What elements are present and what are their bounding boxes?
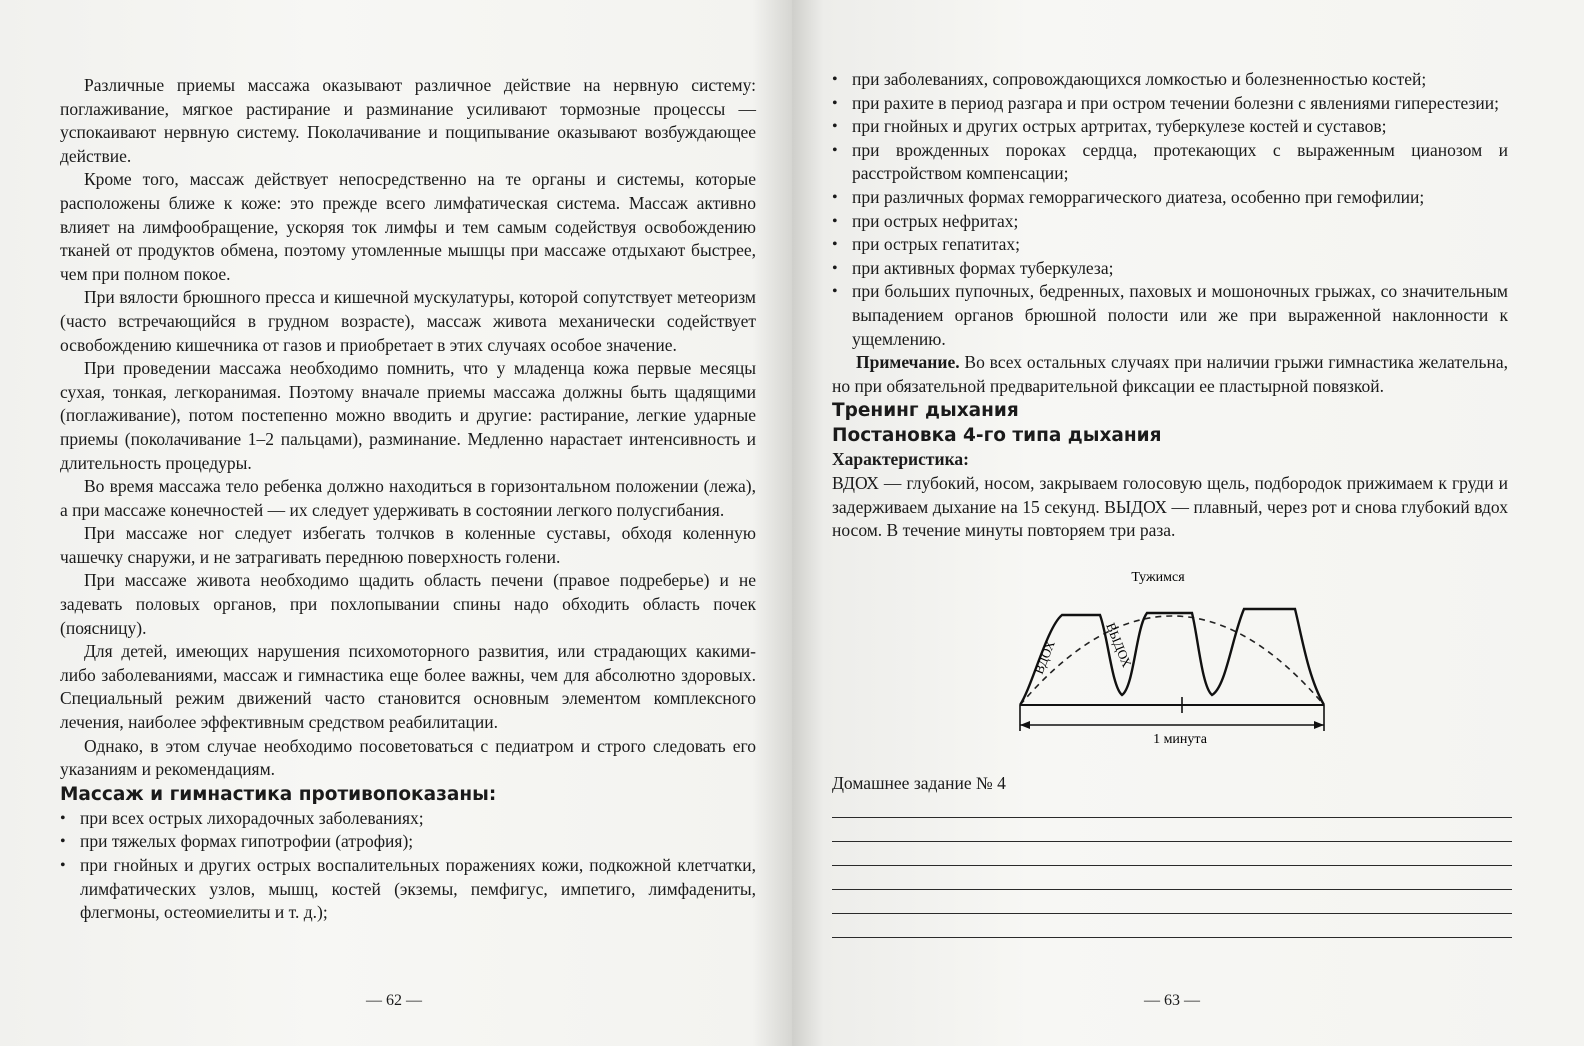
paragraph: Различные приемы массажа оказывают различное действие на нервную систему: поглаживание, мягкое растирание и разминание усиливают тормозные процессы — успокаивают нервную систему. Поколачивание и пощипывание оказывают возбуждающее действие.: [60, 75, 756, 166]
list-item: • при гнойных и других острых артритах, туберкулезе костей и суставов;: [832, 115, 1508, 139]
bullet-icon: •: [832, 236, 838, 254]
contraindications-list-right: [832, 68, 1508, 351]
bullet-icon: •: [832, 71, 838, 88]
bullet-icon: •: [832, 188, 838, 206]
list-item: • при острых нефритах;: [832, 210, 1508, 234]
contraindications-heading: Массаж и гимнастика противопоказаны:: [60, 783, 497, 805]
note-paragraph: [832, 351, 1508, 398]
writing-line[interactable]: [832, 866, 1512, 890]
breathing-waveform: [1020, 609, 1324, 705]
list-item: • при различных формах геморрагического диатеза, особенно при гемофилии;: [832, 186, 1508, 210]
effort-arc: [1020, 616, 1324, 705]
writing-line[interactable]: [832, 890, 1512, 914]
contraindications-list-left: [60, 807, 756, 925]
label-exhale: ВЫДОХ: [1103, 620, 1135, 670]
list-item: • при больших пупочных, бедренных, паховых и мошоночных грыжах, со значительным выпадением органов брюшной полости или же при выраженной наклонности к ущемлению.: [832, 281, 1508, 349]
note-label: Примечание.: [856, 352, 960, 373]
characteristic-text: ВДОХ — глубокий, носом, закрываем голосовую щель, подбородок прижимаем к груди и задерживаем дыхание на 15 секунд. ВЫДОХ — плавный, через рот и снова глубокий вдох носом. В течение минуты повторяем три раза.: [832, 472, 1508, 541]
left-page-text: [60, 74, 756, 925]
writing-line[interactable]: [832, 818, 1512, 842]
section-subtitle: Постановка 4-го типа дыхания: [832, 425, 1162, 447]
characteristic-label: Характеристика:: [832, 449, 969, 470]
list-item: • при заболеваниях, сопровождающихся ломкостью и болезненностью костей;: [832, 68, 1508, 92]
label-top: Тужимся: [1131, 569, 1185, 585]
breathing-diagram-svg: [1012, 567, 1352, 747]
paragraph: При проведении массажа необходимо помнить, что у младенца кожа первые месяцы сухая, тонкая, легкоранимая. Поэтому вначале приемы массажа должны быть щадящими (поглаживание), потом постепенно можно вводить и другие: растирание, легкие ударные приемы (поколачивание 1–2 пальцами), разминание. Медленно нарастает интенсивность и длительность процедуры.: [60, 358, 756, 473]
right-page-text: [832, 68, 1508, 938]
label-inhale: ВДОХ: [1030, 637, 1058, 676]
paragraph: Кроме того, массаж действует непосредственно на те органы и системы, которые расположены ближе к коже: это прежде всего лимфатическая система. Массаж активно влияет на лимфообращение, ускоряя ток лимфы и тем самым содействуя освобождению тканей от продуктов обмена, поэтому утомленные мышцы при массаже отдыхают быстрее, чем при полном покое.: [60, 169, 756, 284]
right-page: [792, 0, 1584, 1046]
paragraph: При вялости брюшного пресса и кишечной мускулатуры, которой сопутствует метеоризм (часто встречающийся в грудном возрасте), массаж живота механически содействует освобождению кишечника от газов и приобретает в этих случаях особое значение.: [60, 287, 756, 355]
list-item: • при врожденных пороках сердца, протекающих с выраженным цианозом и расстройством компенсации;: [832, 139, 1508, 184]
bullet-icon: •: [832, 259, 838, 277]
paragraph: Во время массажа тело ребенка должно находиться в горизонтальном положении (лежа), а при массаже конечностей — их следует удерживать в состоянии легкого полусгибания.: [60, 476, 756, 520]
homework-lines: [832, 794, 1508, 938]
page-number: — 63 —: [1144, 992, 1200, 1009]
list-item: • при рахите в период разгара и при остром течении болезни с явлениями гиперестезии;: [832, 92, 1508, 116]
paragraph: При массаже ног следует избегать толчков в коленные суставы, обходя коленную чашечку снаружи, и не затрагивать переднюю поверхность голени.: [60, 523, 756, 567]
list-item: • при активных формах туберкулеза;: [832, 257, 1508, 281]
section-title: Тренинг дыхания: [832, 400, 1019, 422]
bullet-icon: •: [60, 833, 66, 851]
label-duration: 1 минута: [1153, 731, 1207, 747]
paragraph: Однако, в этом случае необходимо посоветоваться с педиатром и строго следовать его указаниям и рекомендациям.: [60, 735, 756, 780]
homework-title: Домашнее задание № 4: [832, 772, 1006, 793]
bullet-icon: •: [832, 94, 838, 112]
list-item: • при всех острых лихорадочных заболеваниях;: [60, 807, 756, 831]
bullet-icon: •: [832, 212, 838, 230]
list-item: • при острых гепатитах;: [832, 233, 1508, 257]
note-text: Во всех остальных случаях при наличии грыжи гимнастика желательна, но при обязательной предварительной фиксации ее пластырной повязкой.: [832, 352, 1508, 396]
writing-line[interactable]: [832, 794, 1512, 818]
paragraph: При массаже живота необходимо щадить область печени (правое подреберье) и не задевать половых органов, при похлопывании спины надо обходить область почек (поясницу).: [60, 570, 756, 638]
writing-line[interactable]: [832, 914, 1512, 938]
arrow-head-left: [1020, 721, 1030, 729]
list-item: • при гнойных и других острых воспалительных поражениях кожи, подкожной клетчатки, лимфатических узлов, мышц, костей (экземы, пемфигус, импетиго, лимфадениты, флегмоны, остеомиелиты и т. д.);: [60, 855, 756, 923]
writing-line[interactable]: [832, 842, 1512, 866]
bullet-icon: •: [832, 118, 838, 136]
page-number: — 62 —: [366, 992, 422, 1009]
bullet-icon: •: [60, 857, 66, 874]
paragraph: Для детей, имеющих нарушения психомоторного развития, или страдающих какими-либо заболеваниями, массаж и гимнастика еще более важны, чем для абсолютно здоровых. Специальный режим движений часто становится основным элементом комплексного лечения, наиболее эффективным средством реабилитации.: [60, 641, 756, 733]
breathing-diagram: [1012, 567, 1352, 747]
bullet-icon: •: [832, 141, 838, 159]
bullet-icon: •: [60, 809, 66, 827]
arrow-head-right: [1314, 721, 1324, 729]
bullet-icon: •: [832, 283, 838, 301]
list-item: • при тяжелых формах гипотрофии (атрофия);: [60, 830, 756, 854]
